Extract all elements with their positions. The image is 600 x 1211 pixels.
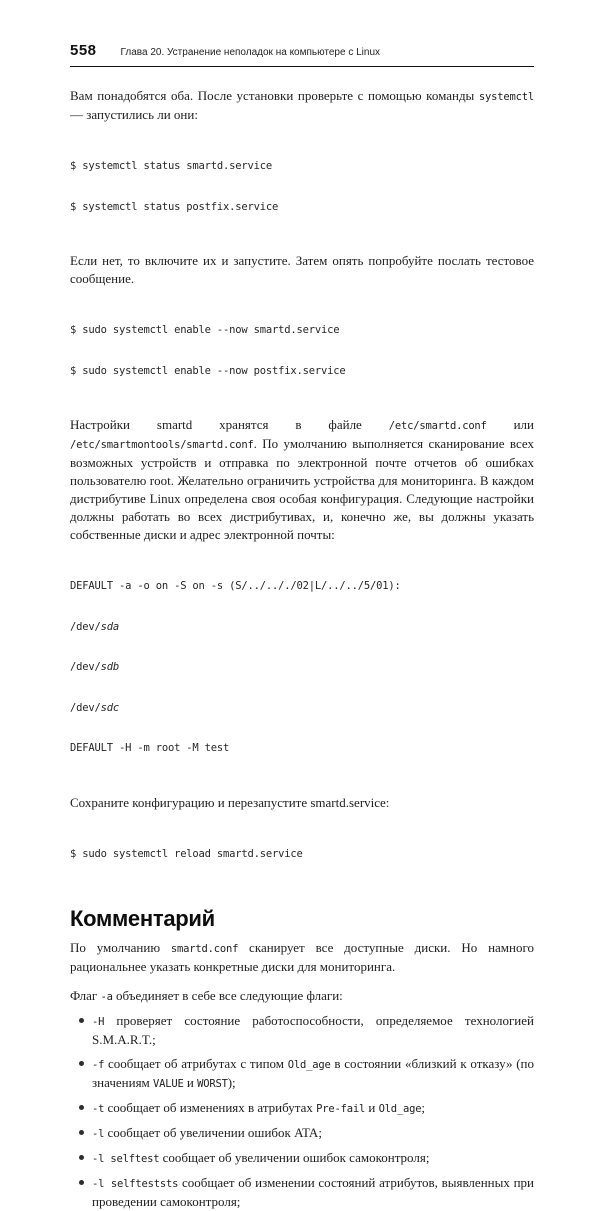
inline-code: Pre-fail [316,1103,366,1115]
inline-code: /etc/smartmontools/smartd.conf [70,439,254,451]
code-line: $ sudo systemctl enable --now postfix.service [70,364,346,377]
text-run: сообщает об атрибутах с типом [104,1056,288,1071]
paragraph-smartd-settings [70,416,534,544]
code-run: /dev/ [70,701,101,714]
inline-code: smartd.conf [170,943,239,955]
running-head [70,0,534,67]
code-block-smartd-conf [70,553,534,783]
code-line: $ systemctl status smartd.service [70,160,273,172]
code-line [70,621,534,635]
inline-code: -l selfteststs [92,1178,179,1190]
code-run-italic: sdb [100,661,119,673]
flag-list [70,1012,534,1211]
paragraph-check-services [70,87,534,124]
text-run: По умолчанию [70,940,171,955]
inline-code: VALUE [153,1078,184,1090]
inline-code: /etc/smartd.conf [388,420,487,432]
section-heading-comment: Комментарий [70,906,215,931]
list-item-flag-f [70,1055,534,1093]
bullet-icon [79,1130,84,1135]
text-run: в состоянии «близкий к отказу» (по значениям [92,1056,534,1090]
inline-code: Old_age [378,1103,422,1115]
text-run: или [486,417,534,432]
inline-code: -f [92,1059,105,1071]
text-run: Флаг [70,988,101,1003]
inline-code: systemctl [478,91,534,103]
text-run: проверяет состояние работоспособности, определяемое технологией S.M.A.R.T.; [92,1013,534,1047]
code-line [70,702,534,716]
code-block-reload [70,821,534,889]
paragraph-flag-a [70,987,534,1006]
code-line: DEFAULT -a -o on -S on -s (S/../.././02|L/../../5/01): [70,580,401,592]
text-run: Настройки smartd хранятся в файле [70,417,389,432]
text-run: и [365,1100,379,1115]
text-run: Если нет, то включите их и запустите. Затем опять попробуйте послать тестовое сообщение. [70,253,534,286]
code-run: /dev/ [70,620,101,633]
code-run: /dev/ [70,661,101,673]
page-number: 558 [70,42,97,59]
chapter-title: Глава 20. Устранение неполадок на компьютере с Linux [120,47,381,58]
code-run-italic: sdc [100,701,119,714]
code-line: $ systemctl status postfix.service [70,200,279,213]
text-run: . По умолчанию выполняется сканирование всех возможных устройств и отправка по электронной почте отчетов об ошибках пользователю root. Желательно ограничить устройства для мониторинга. В каждом дистрибутиве Linux определена своя особая конфигурация. Следующие настройки должны работать во всех дистрибутивах, и, конечно же, вы должны указать собственные диски и адрес электронной почты: [70,436,534,542]
paragraph-save-config [70,794,534,812]
code-line: $ sudo systemctl reload smartd.service [70,847,303,860]
text-run: сообщает об изменениях в атрибутах [104,1100,317,1115]
list-item-flag-H [70,1012,534,1049]
bullet-icon [79,1180,84,1185]
list-item-flag-l-selftest [70,1149,534,1168]
text-run: — запустились ли они: [70,107,198,122]
bullet-icon [79,1018,84,1023]
list-item-flag-l [70,1124,534,1143]
inline-code: -H [92,1016,105,1028]
code-line: DEFAULT -H -m root -M test [70,742,230,754]
inline-code: WORST [197,1078,228,1090]
text-run: сообщает об изменении состояний атрибутов, выявленных при проведении самоконтроля; [92,1175,534,1209]
paragraph-default-scan [70,939,534,976]
text-run: ); [227,1075,236,1090]
text-run: сканирует все доступные диски. Но намного рациональнее указать конкретные диски для мониторинга. [70,940,534,974]
inline-code: -t [92,1103,105,1115]
list-item-flag-l-selfteststs [70,1174,534,1211]
inline-code: Old_age [287,1059,331,1071]
inline-code: -l selftest [92,1153,160,1165]
code-block-enable [70,297,534,405]
text-run: и [183,1075,198,1090]
bullet-icon [79,1061,84,1066]
code-block-status [70,133,534,241]
inline-code: -l [92,1128,105,1140]
inline-code: -a [100,991,113,1003]
text-run: Вам понадобятся оба. После установки проверьте с помощью команды [70,88,479,103]
bullet-icon [79,1155,84,1160]
bullet-icon [79,1105,84,1110]
text-run: объединяет в себе все следующие флаги: [112,988,343,1003]
text-run: Сохраните конфигурацию и перезапустите smartd.service: [70,794,390,810]
code-line: $ sudo systemctl enable --now smartd.service [70,324,340,336]
text-run: сообщает об увеличении ошибок ATA; [104,1125,322,1140]
list-item-flag-t [70,1099,534,1118]
code-line [70,661,534,675]
text-run: сообщает об увеличении ошибок самоконтроля; [159,1150,430,1165]
text-run: ; [421,1100,426,1115]
code-run-italic: sda [100,620,119,633]
paragraph-enable-hint [70,252,534,288]
